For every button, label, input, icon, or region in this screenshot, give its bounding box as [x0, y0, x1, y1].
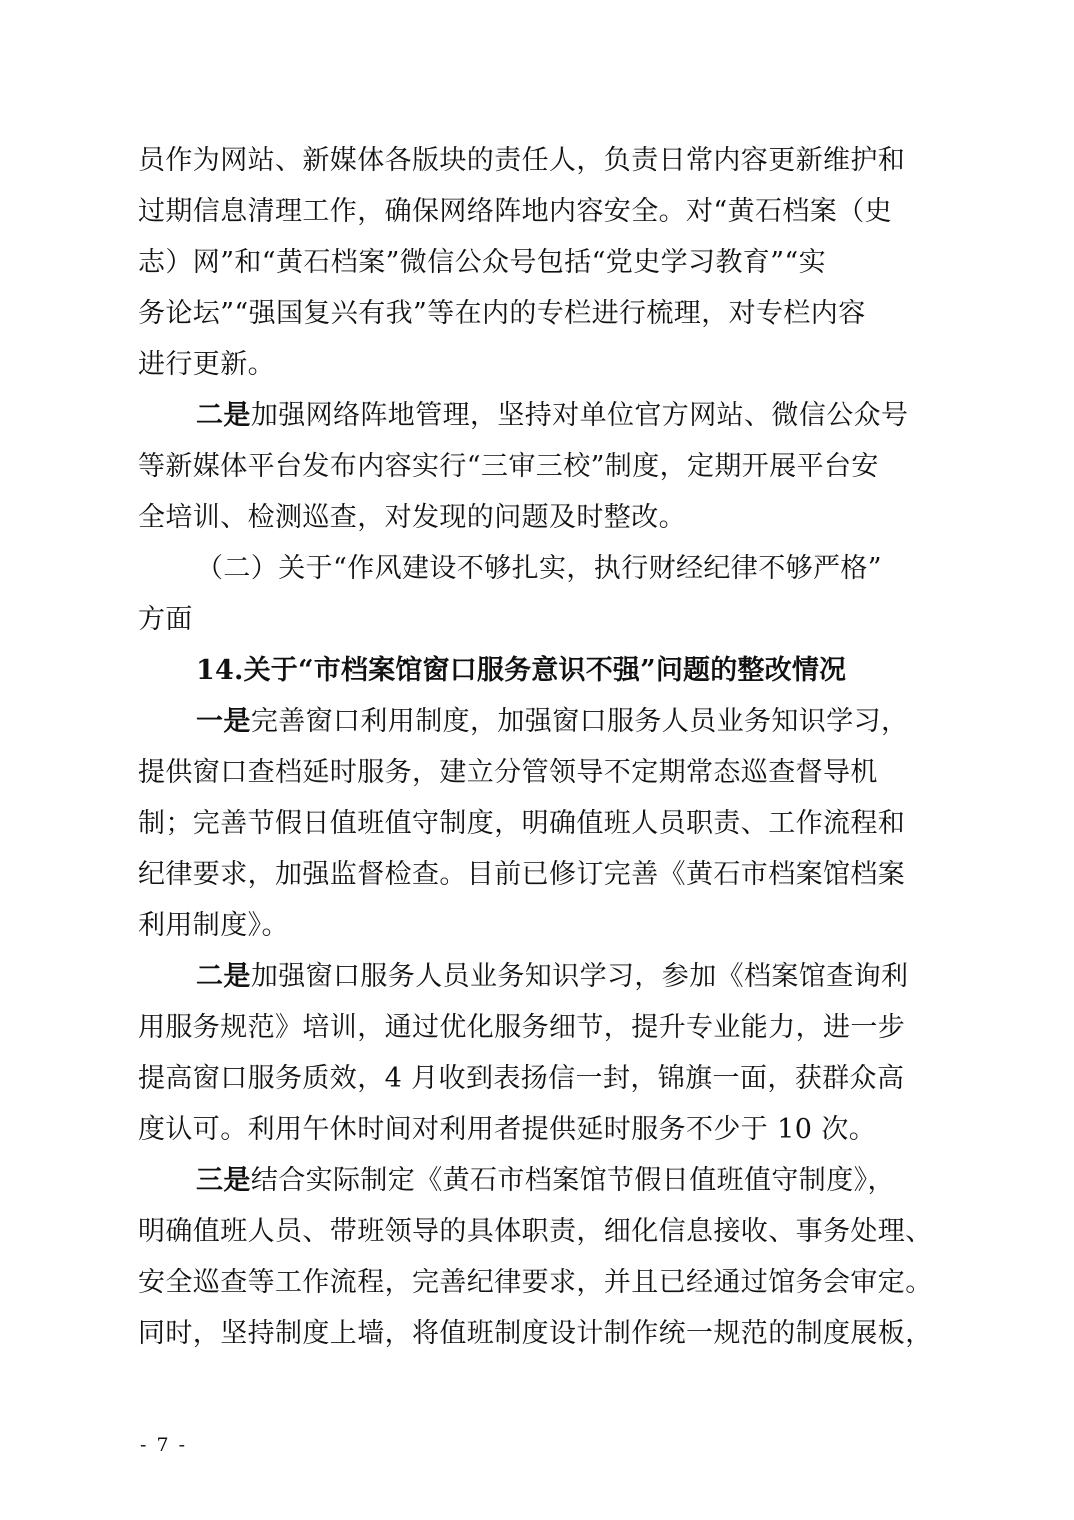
- paragraph-text: 结合实际制定《黄石市档案馆节假日值班值守制度》，: [250, 1165, 895, 1196]
- paragraph-line: 等新媒体平台发布内容实行“三审三校”制度，定期开展平台安: [138, 451, 879, 482]
- section-heading: （二）关于“作风建设不够扎实，执行财经纪律不够严格”: [196, 553, 883, 584]
- paragraph-line: 用服务规范》培训，通过优化服务细节，提升专业能力，进一步: [138, 1012, 906, 1043]
- paragraph-line: 提高窗口服务质效，4 月收到表扬信一封，锦旗一面，获群众高: [138, 1063, 905, 1094]
- section-heading-continuation: 方面: [138, 604, 193, 635]
- paragraph-line: 务论坛”“强国复兴有我”等在内的专栏进行梳理，对专栏内容: [138, 298, 866, 329]
- paragraph-line: 全培训、检测巡查，对发现的问题及时整改。: [138, 502, 686, 533]
- paragraph-lead: 二是: [196, 961, 251, 992]
- paragraph-line: 明确值班人员、带班领导的具体职责，细化信息接收、事务处理、: [138, 1216, 933, 1247]
- paragraph-line: 度认可。利用午休时间对利用者提供延时服务不少于 10 次。: [138, 1114, 877, 1145]
- paragraph-lead: 三是: [196, 1165, 251, 1196]
- paragraph-line: [138, 1155, 943, 1206]
- paragraph-line: [138, 951, 943, 1002]
- paragraph-text: 加强网络阵地管理，坚持对单位官方网站、微信公众号: [250, 400, 909, 431]
- paragraph-text: 加强窗口服务人员业务知识学习，参加《档案馆查询利: [250, 961, 909, 992]
- paragraph-lead: 二是: [196, 400, 251, 431]
- paragraph-lead: 一是: [196, 706, 251, 737]
- paragraph-line: 过期信息清理工作，确保网络阵地内容安全。对“黄石档案（史: [138, 196, 893, 227]
- paragraph-line: 安全巡查等工作流程，完善纪律要求，并且已经通过馆务会审定。: [138, 1267, 933, 1298]
- paragraph-line: [138, 390, 943, 441]
- paragraph-line: 提供窗口查档延时服务，建立分管领导不定期常态巡查督导机: [138, 757, 878, 788]
- paragraph-text: 完善窗口利用制度，加强窗口服务人员业务知识学习，: [250, 706, 909, 737]
- paragraph-line: 进行更新。: [138, 349, 275, 380]
- paragraph-line: 利用制度》。: [138, 910, 289, 941]
- paragraph-line: 制；完善节假日值班值守制度，明确值班人员职责、工作流程和: [138, 808, 906, 839]
- paragraph-line: 纪律要求，加强监督检查。目前已修订完善《黄石市档案馆档案: [138, 859, 906, 890]
- paragraph-line: 志）网”和“黄石档案”微信公众号包括“党史学习教育”“实: [138, 247, 827, 278]
- paragraph-line: 同时，坚持制度上墙，将值班制度设计制作统一规范的制度展板，: [138, 1318, 933, 1349]
- document-body: [138, 135, 943, 1359]
- page-number: - 7 -: [140, 1434, 188, 1456]
- paragraph-line: [138, 696, 943, 747]
- issue-heading: 14.关于“市档案馆窗口服务意识不强”问题的整改情况: [196, 655, 847, 686]
- paragraph-line: 员作为网站、新媒体各版块的责任人，负责日常内容更新维护和: [138, 145, 906, 176]
